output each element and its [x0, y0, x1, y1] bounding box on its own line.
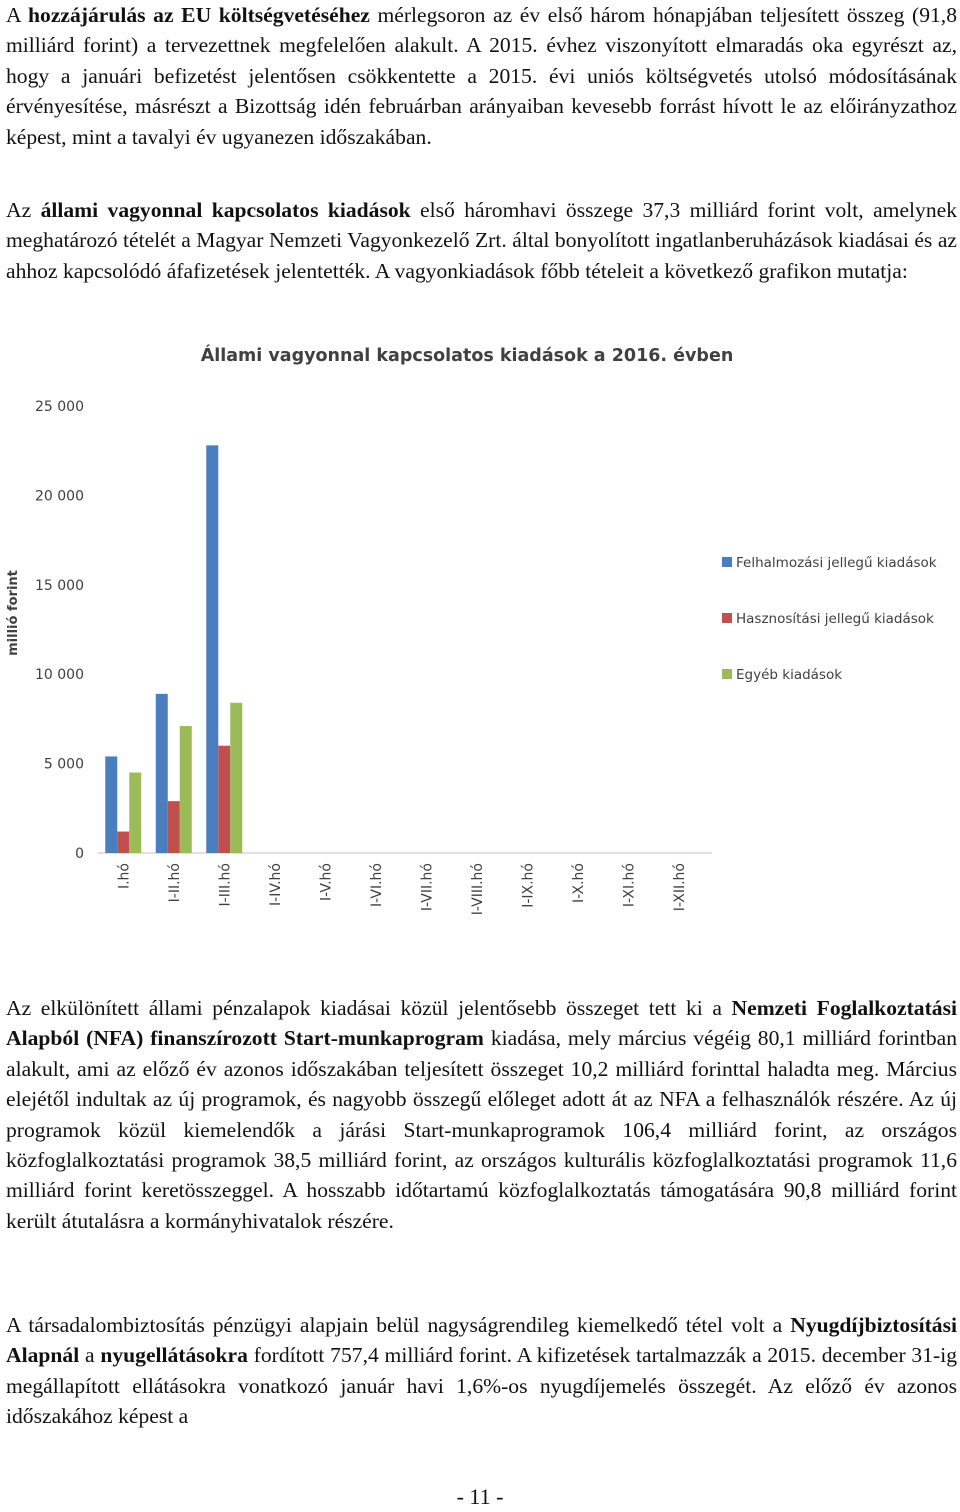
- bar-3-3: [230, 703, 242, 853]
- paragraph-nfa-start-program: [6, 993, 957, 1236]
- paragraph-eu-contribution: [6, 0, 957, 152]
- y-axis-ticks: [35, 399, 84, 862]
- bold-term: Nemzeti Foglalkoztatási Alapból (NFA) finanszírozott Start-munkaprogram: [6, 996, 957, 1051]
- text-run: Az elkülönített állami pénzalapok kiadásai közül jelentősebb összeget tett ki a: [6, 996, 732, 1020]
- text-run: első háromhavi összege 37,3 milliárd forint volt, amelynek meghatározó tételét a Magyar Nemzeti Vagyonkezelő Zrt. által bonyolított ingatlanberuházások kiadásai és az ahhoz kapcsolódó áfafizetések jelentették. A vagyonkiadások főbb tételeit a következő grafikon mutatja:: [6, 198, 958, 283]
- bar-1-2: [156, 694, 168, 853]
- text-run: a: [79, 1343, 101, 1368]
- legend-swatch: [722, 669, 732, 679]
- x-axis-labels: [116, 863, 688, 915]
- bar-2-3: [218, 746, 230, 853]
- bar-3-2: [180, 726, 192, 853]
- legend-label: Felhalmozási jellegű kiadások: [736, 555, 937, 571]
- chart-y-axis-label: millió forint: [6, 570, 21, 656]
- x-tick-label: I-X.hó: [570, 863, 587, 903]
- x-tick-label: I-V.hó: [318, 863, 335, 902]
- text-run: fordított 757,4 milliárd forint. A kifizetések tartalmazzák a 2015. december 31-ig megállapított ellátásokra vonatkozó január havi 1,6%-os nyugdíjemelés összegét. Az előző év azonos időszakához képest a: [6, 1343, 958, 1429]
- x-tick-label: I-VI.hó: [368, 863, 385, 907]
- x-tick-label: I-XI.hó: [621, 863, 638, 908]
- bold-term: hozzájárulás az EU költségvetéséhez: [28, 3, 370, 27]
- y-tick-label: 10 000: [35, 667, 84, 684]
- bar-1-3: [206, 445, 218, 853]
- bar-2-1: [117, 832, 129, 853]
- chart-bars: [105, 445, 242, 853]
- bar-1-1: [105, 756, 117, 853]
- chart-legend: [722, 555, 937, 683]
- legend-swatch: [722, 557, 732, 567]
- legend-swatch: [722, 613, 732, 623]
- y-tick-label: 25 000: [35, 399, 84, 415]
- bar-3-1: [129, 773, 141, 853]
- bar-2-2: [168, 801, 180, 853]
- x-tick-label: I-VII.hó: [419, 863, 436, 912]
- legend-label: Hasznosítási jellegű kiadások: [736, 611, 934, 627]
- text-run: A társadalombiztosítás pénzügyi alapjain belül nagyságrendileg kiemelkedő tétel volt a: [6, 1313, 791, 1337]
- x-tick-label: I-II.hó: [166, 863, 183, 903]
- x-tick-label: I-IV.hó: [267, 863, 284, 906]
- text-run: kiadása, mely március végéig 80,1 milliárd forintban alakult, ami az előző év azonos időszakában teljesített összeget 10,2 milliárd forinttal haladta meg. Március elejétől indultak az új programok, és nagyobb összegű előleget adott át az NFA a felhasználók részére. Az új programok közül kiemelendők a járási Start-munkaprogramok 106,4 milliárd forint, az országos közfoglalkoztatási programok 38,5 milliárd forint, az országos kulturális közfoglalkoztatási programok 11,6 milliárd forint keretösszeggel. A hosszabb időtartamú közfoglalkoztatás támogatására 90,8 milliárd forint került átutalásra a kormányhivatalok részére.: [6, 1026, 957, 1233]
- y-tick-label: 15 000: [35, 577, 84, 594]
- x-tick-label: I-XII.hó: [671, 863, 688, 912]
- bold-term: állami vagyonnal kapcsolatos kiadások: [40, 198, 411, 222]
- text-run: mérlegsoron az év első három hónapjában teljesített összeg (91,8 milliárd forint) a tervezettnek megfelelően alakult. A 2015. évhez viszonyított elmaradás oka egyrészt az, hogy a januári befizetést jelentősen csökkentette a 2015. évi uniós költségvetés utolsó módosításának érvényesítése, másrészt a Bizottság idén februárban arányaiban kevesebb forrást hívott le az előirányzathoz képest, mint a tavalyi év ugyanezen időszakában.: [6, 3, 957, 149]
- chart-title: Állami vagyonnal kapcsolatos kiadások a 2016. évben: [200, 346, 734, 366]
- y-tick-label: 5 000: [43, 756, 84, 773]
- x-tick-label: I-III.hó: [217, 863, 234, 907]
- y-tick-label: 20 000: [35, 488, 84, 505]
- y-tick-label: 0: [75, 846, 84, 862]
- text-run: A: [6, 3, 29, 27]
- x-tick-label: I-VIII.hó: [469, 863, 486, 916]
- legend-label: Egyéb kiadások: [736, 667, 843, 683]
- bold-term: nyugellátásokra: [100, 1343, 248, 1368]
- x-tick-label: I.hó: [116, 863, 133, 890]
- paragraph-pension-fund: [6, 1310, 957, 1432]
- bold-term: Nyugdíjbiztosítási Alapnál: [6, 1313, 957, 1368]
- text-run: Az: [6, 198, 41, 222]
- x-tick-label: I-IX.hó: [520, 863, 537, 908]
- page-number: - 11 -: [456, 1484, 504, 1509]
- state-assets-chart: [0, 330, 960, 970]
- paragraph-state-assets: [6, 195, 957, 286]
